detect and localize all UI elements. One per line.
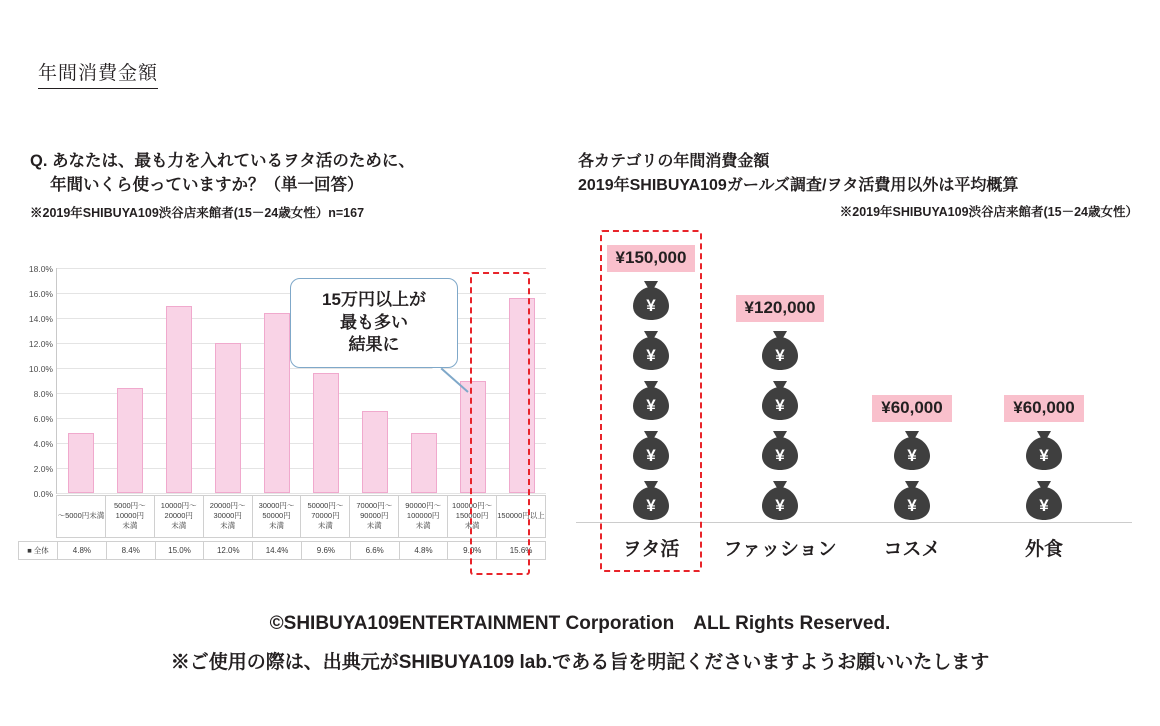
value-cell: 15.0% (155, 542, 204, 560)
svg-text:¥: ¥ (646, 446, 656, 465)
category-amount: ¥60,000 (1004, 395, 1083, 422)
money-bag-icon (759, 478, 801, 522)
value-cell: 15.6% (497, 542, 546, 560)
category-amount: ¥150,000 (607, 245, 696, 272)
category-column (720, 295, 840, 522)
svg-text:¥: ¥ (775, 496, 785, 515)
x-axis-label: ～5000円未満 (57, 496, 106, 538)
y-tick-label: 8.0% (33, 388, 53, 399)
bar-slot (57, 268, 106, 493)
value-cell: 12.0% (204, 542, 253, 560)
bar-slot (204, 268, 253, 493)
right-title-line-1: 各カテゴリの年間消費金額 (578, 153, 770, 170)
value-cell: 4.8% (399, 542, 448, 560)
x-axis-label: 20000円～ 30000円 未満 (203, 496, 252, 538)
svg-text:¥: ¥ (775, 446, 785, 465)
category-column (984, 395, 1104, 522)
bar (166, 306, 192, 494)
value-cell: 9.6% (301, 542, 350, 560)
value-cell: 9.0% (448, 542, 497, 560)
money-bag-stack (891, 428, 933, 522)
money-bag-icon (759, 378, 801, 422)
footer (0, 608, 1160, 674)
x-axis-label: 70000円～ 90000円 未満 (350, 496, 399, 538)
bar (362, 411, 388, 494)
y-tick-label: 2.0% (33, 463, 53, 474)
y-tick-label: 16.0% (28, 288, 53, 299)
svg-text:¥: ¥ (907, 496, 917, 515)
x-axis-label: 100000円～ 150000円 未満 (448, 496, 497, 538)
value-cell: 14.4% (253, 542, 302, 560)
usage-note-line: ※ご使用の際は、出典元がSHIBUYA109 lab.である旨を明記くださいますようお願いいたします (170, 652, 990, 673)
money-bag-icon (759, 328, 801, 372)
x-axis-label: 5000円～ 10000円 未満 (105, 496, 154, 538)
bar (215, 343, 241, 493)
svg-text:¥: ¥ (646, 396, 656, 415)
left-question-block (30, 150, 550, 221)
value-cell: 6.6% (350, 542, 399, 560)
chart-callout (290, 278, 458, 368)
x-axis-label: 150000円以上 (497, 496, 546, 538)
svg-text:¥: ¥ (1039, 446, 1049, 465)
category-chart (570, 228, 1140, 578)
bar (411, 433, 437, 493)
value-cell: 4.8% (58, 542, 107, 560)
x-axis-label: 10000円～ 20000円 未満 (154, 496, 203, 538)
value-cell: 8.4% (106, 542, 155, 560)
money-bag-icon (891, 478, 933, 522)
category-amount: ¥60,000 (872, 395, 951, 422)
bar (264, 313, 290, 493)
svg-text:¥: ¥ (775, 346, 785, 365)
svg-text:¥: ¥ (775, 396, 785, 415)
y-tick-label: 6.0% (33, 413, 53, 424)
bar-slot (106, 268, 155, 493)
svg-text:¥: ¥ (646, 346, 656, 365)
highlight-box-last-bar (470, 272, 530, 575)
money-bag-stack (1023, 428, 1065, 522)
question-line-2: 年間いくら使っていますか？（単一回答） (50, 175, 364, 194)
right-title-block (578, 150, 1138, 220)
bar (68, 433, 94, 493)
money-bag-icon (759, 428, 801, 472)
category-label: ヲタ活 (622, 539, 680, 560)
svg-text:¥: ¥ (646, 496, 656, 515)
y-tick-label: 12.0% (28, 338, 53, 349)
category-column (852, 395, 972, 522)
question-line-1: Q. あなたは、最も力を入れているヲタ活のために、 (30, 152, 415, 170)
y-tick-label: 14.0% (28, 313, 53, 324)
svg-text:¥: ¥ (1039, 496, 1049, 515)
value-table (18, 541, 546, 560)
money-bag-stack (759, 328, 801, 522)
category-label: ファッション (723, 539, 837, 560)
category-label: 外食 (1024, 539, 1063, 560)
money-bag-icon (1023, 428, 1065, 472)
right-note: ※2019年SHIBUYA109渋谷店来館者(15－24歳女性） (839, 205, 1138, 219)
callout-line-2: 最も多い (340, 312, 408, 332)
value-table-row (19, 542, 546, 560)
money-bag-icon (891, 428, 933, 472)
x-axis-label: 50000円～ 70000円 未満 (301, 496, 350, 538)
category-amount: ¥120,000 (736, 295, 825, 322)
y-tick-label: 4.0% (33, 438, 53, 449)
money-bag-icon (1023, 478, 1065, 522)
bar-chart (18, 264, 548, 568)
series-legend-label: ■ 全体 (19, 542, 58, 560)
copyright-line: ©SHIBUYA109ENTERTAINMENT Corporation ALL Rights Reserved. (269, 613, 891, 634)
right-title-line-2: 2019年SHIBUYA109ガールズ調査/ヲタ活費用以外は平均概算 (578, 177, 1019, 194)
category-label: コスメ (883, 539, 941, 560)
question-note: ※2019年SHIBUYA109渋谷店来館者(15－24歳女性）n=167 (30, 205, 365, 220)
bar (117, 388, 143, 493)
x-axis-label: 30000円～ 50000円 未満 (252, 496, 301, 538)
svg-text:¥: ¥ (646, 296, 656, 315)
bar (313, 373, 339, 493)
y-tick-label: 18.0% (28, 264, 53, 274)
y-tick-label: 10.0% (28, 363, 53, 374)
svg-text:¥: ¥ (907, 446, 917, 465)
callout-line-1: 15万円以上が (322, 289, 426, 309)
page-title: 年間消費金額 (38, 58, 158, 89)
bar-slot (155, 268, 204, 493)
x-axis-label: 90000円～ 100000円 未満 (399, 496, 448, 538)
highlight-box-otaku-category (600, 230, 702, 572)
y-tick-label: 0.0% (33, 489, 53, 499)
callout-line-3: 結果に (348, 335, 400, 355)
